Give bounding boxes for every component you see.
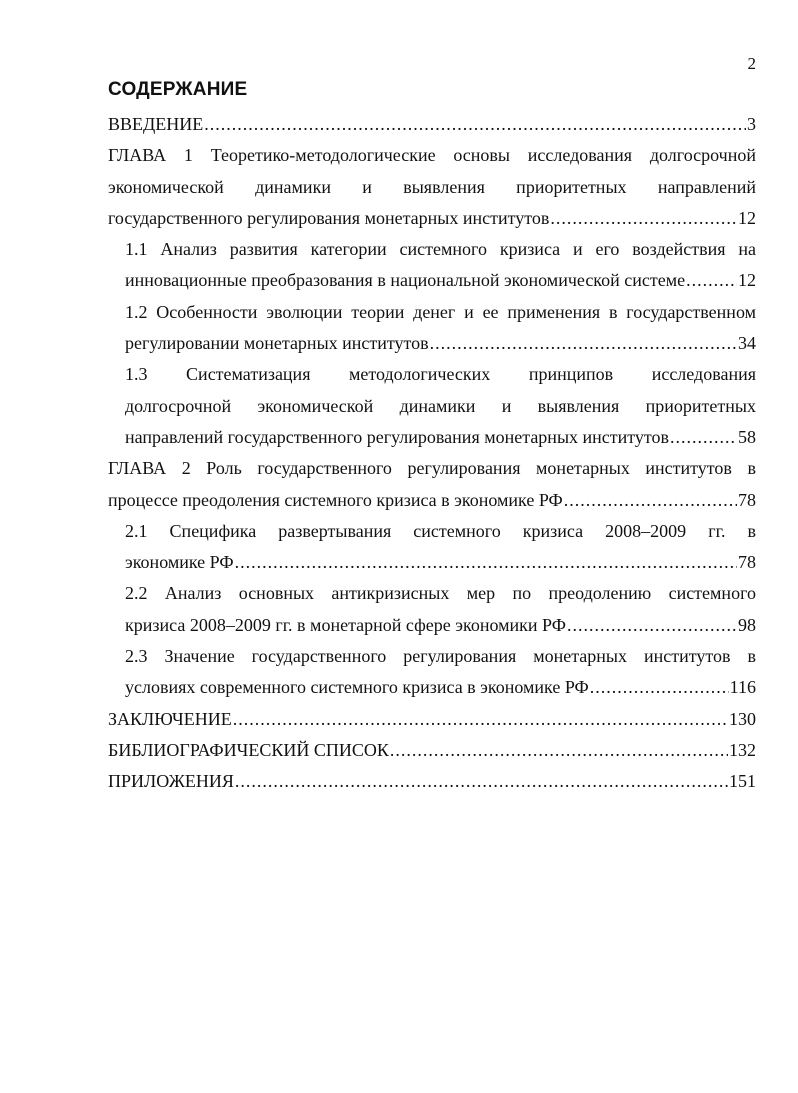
dot-leader — [686, 265, 737, 296]
toc-line — [108, 485, 756, 516]
toc-line: 1.1 Анализ развития категории системного кризиса и его воздействия на — [125, 239, 756, 260]
dot-leader — [550, 203, 737, 234]
toc-entry-bibliography[interactable] — [108, 735, 756, 766]
dot-leader — [430, 328, 737, 359]
toc-entry-text: направлений государственного регулирования монетарных институтов — [125, 426, 670, 447]
dot-leader — [390, 735, 728, 766]
toc-entry-text: экономике РФ — [125, 552, 234, 573]
toc-entry-text: ЗАКЛЮЧЕНИЕ — [108, 708, 232, 729]
toc-entry-section-1-3[interactable] — [125, 359, 756, 453]
toc-entry-section-2-3[interactable] — [125, 641, 756, 704]
toc-line — [125, 547, 756, 578]
toc-page-number: 130 — [729, 708, 756, 729]
toc-entry-chapter-1[interactable] — [108, 140, 756, 234]
dot-leader — [204, 109, 746, 140]
toc-line — [125, 265, 756, 296]
toc-line: долгосрочной экономической динамики и выявления приоритетных — [125, 395, 756, 416]
toc-entry-section-1-1[interactable] — [125, 234, 756, 297]
toc-line: ГЛАВА 2 Роль государственного регулирования монетарных институтов в — [108, 458, 756, 479]
toc-page-number: 78 — [738, 489, 756, 510]
toc-entry-section-2-2[interactable] — [125, 578, 756, 641]
toc-entry-section-2-1[interactable] — [125, 516, 756, 579]
toc-line: 2.1 Специфика развертывания системного кризиса 2008–2009 гг. в — [125, 520, 756, 541]
toc-page-number: 116 — [729, 677, 756, 698]
toc-entry-introduction[interactable] — [108, 109, 756, 140]
toc-entry-conclusion[interactable] — [108, 704, 756, 735]
toc-entry-text: инновационные преобразования в национальной экономической системе — [125, 270, 686, 291]
toc-entry-text: государственного регулирования монетарных институтов — [108, 207, 550, 228]
toc-page-number: 132 — [729, 739, 756, 760]
dot-leader — [564, 485, 737, 516]
toc-entry-chapter-2[interactable] — [108, 453, 756, 516]
toc-entry-text: БИБЛИОГРАФИЧЕСКИЙ СПИСОК — [108, 739, 389, 760]
toc-page-number: 12 — [738, 270, 756, 291]
toc-page-number: 34 — [738, 333, 756, 354]
dot-leader — [235, 547, 737, 578]
page-number: 2 — [747, 54, 756, 73]
toc-entry-text: кризиса 2008–2009 гг. в монетарной сфере экономики РФ — [125, 614, 566, 635]
toc-line: 2.3 Значение государственного регулирования монетарных институтов в — [125, 646, 756, 667]
dot-leader — [235, 766, 728, 797]
toc-line: 2.2 Анализ основных антикризисных мер по преодолению системного — [125, 583, 756, 604]
toc-line — [125, 672, 756, 703]
toc-page-number: 151 — [729, 771, 756, 792]
toc-page-number: 12 — [738, 207, 756, 228]
toc-line — [108, 766, 756, 797]
dot-leader — [233, 704, 728, 735]
toc-entry-appendices[interactable] — [108, 766, 756, 797]
dot-leader — [670, 422, 737, 453]
page-title: СОДЕРЖАНИЕ — [108, 79, 248, 100]
toc-page-number: 98 — [738, 614, 756, 635]
toc-entry-section-1-2[interactable] — [125, 297, 756, 360]
toc-entry-text: регулировании монетарных институтов — [125, 333, 429, 354]
toc-line — [108, 109, 756, 140]
toc-page-number: 3 — [747, 114, 756, 134]
toc-entry-text: процессе преодоления системного кризиса в экономике РФ — [108, 489, 563, 510]
toc-line: экономической динамики и выявления приоритетных направлений — [108, 176, 756, 197]
toc-line — [125, 422, 756, 453]
toc-line: 1.3 Систематизация методологических принципов исследования — [125, 364, 756, 385]
dot-leader — [567, 610, 737, 641]
toc-page-number: 78 — [738, 552, 756, 573]
toc-line — [108, 704, 756, 735]
toc-entry-text: условиях современного системного кризиса в экономике РФ — [125, 677, 589, 698]
toc-entry-text: ПРИЛОЖЕНИЯ — [108, 771, 234, 792]
toc-line — [125, 610, 756, 641]
toc-line — [108, 735, 756, 766]
toc-line — [108, 203, 756, 234]
toc-page-number: 58 — [738, 426, 756, 447]
toc-line — [125, 328, 756, 359]
dot-leader — [590, 672, 729, 703]
toc-line: 1.2 Особенности эволюции теории денег и ее применения в государственном — [125, 301, 756, 322]
toc-entry-text: ВВЕДЕНИЕ — [108, 114, 204, 134]
table-of-contents — [108, 109, 756, 798]
toc-line: ГЛАВА 1 Теоретико-методологические основы исследования долгосрочной — [108, 145, 756, 166]
